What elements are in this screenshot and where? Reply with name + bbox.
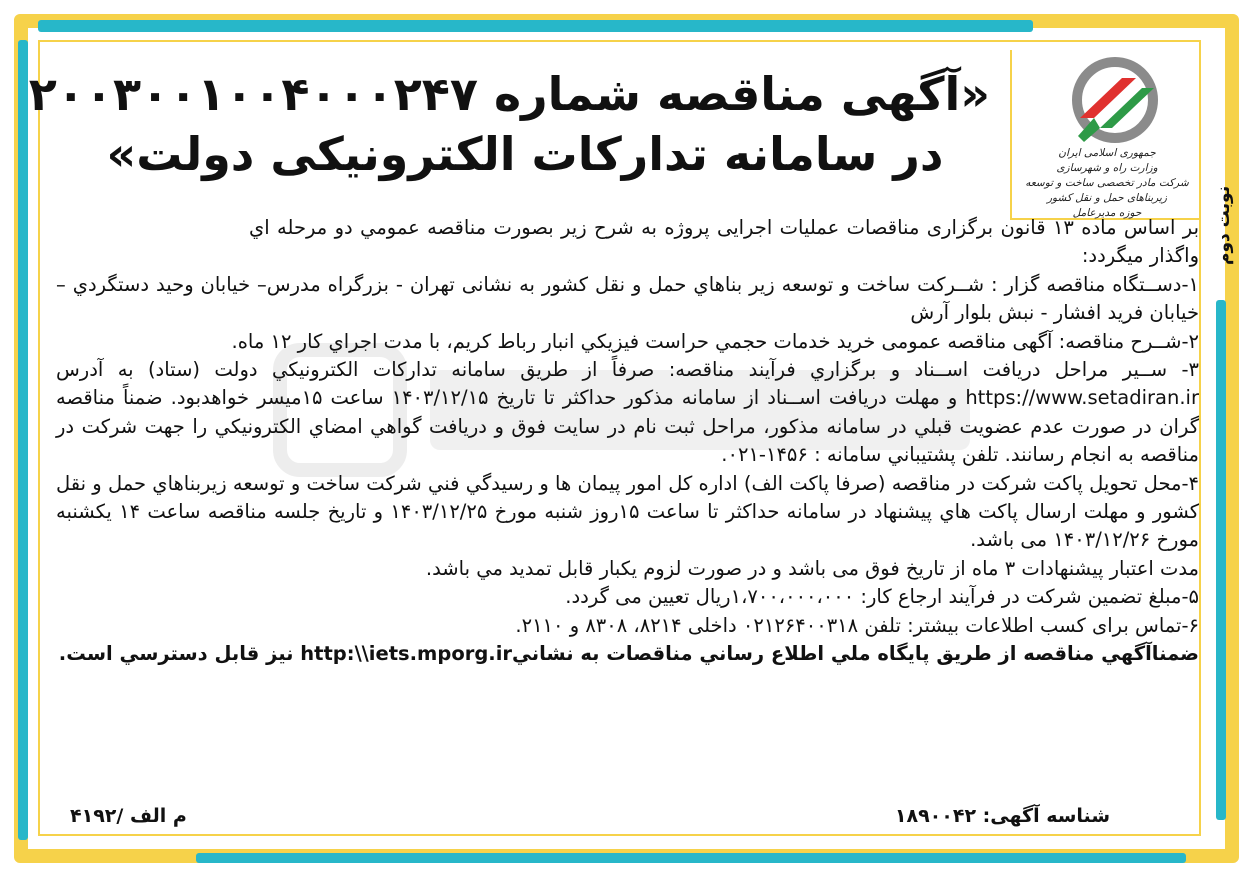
ministry-line: شرکت مادر تخصصی ساخت و توسعه زیربناهای حمل و نقل کشور xyxy=(1025,177,1189,204)
notice-title xyxy=(28,64,990,184)
validity-paragraph: مدت اعتبار پيشنهادات ۳ ماه از تاريخ فوق مى باشد و در صورت لزوم يکبار قابل تمديد مي باشد. xyxy=(425,556,1199,580)
ministry-logo-block xyxy=(1010,50,1200,220)
closing-paragraph: ضمناآگهي مناقصه از طريق پايگاه ملي اطلاع رساني مناقصات به نشانيhttp:\\iets.mporg.ir نيز قابل دسترسي است. xyxy=(58,642,1199,666)
road-ministry-logo-icon xyxy=(1070,56,1160,144)
item-2-description: ۲-شــرح مناقصه: آگهی مناقصه عمومی خريد خدمات حجمي حراست فيزيکي انبار رباط کريم، با مدت اجراي کار ۱۲ ماه. xyxy=(231,329,1199,353)
item-6-contact: ۶-تماس برای کسب اطلاعات بيشتر: تلفن ۰۲۱۲۶۴۰۰۳۱۸ داخلی ۸۲۱۴، ۸۳۰۸ و ۲۱۱۰. xyxy=(515,613,1199,637)
item-5-guarantee: ۵-مبلغ تضمين شرکت در فرآيند ارجاع کار: ۱،۷۰۰،۰۰۰،۰۰۰ريال تعيين می گردد. xyxy=(565,585,1199,609)
left-accent-bar xyxy=(18,40,28,840)
item-4-delivery: ۴-محل تحويل پاکت شرکت در مناقصه (صرفا پاکت الف) اداره کل امور پيمان ها و رسيدگي فني شرکت ساخت و توسعه زيربناهاي حمل و نقل کشور و مهلت ارسال پاکت هاي پيشنهاد در سامانه حداکثر تا ساعت ۱۵روز شنبه مورخ ۱۴۰۳/۱۲/۲۵ و تاريخ جلسه مناقصه ساعت ۱۴ يکشنبه مورخ ۱۴۰۳/۱۲/۲۶ مى باشد. xyxy=(56,471,1200,552)
item-3-process: ۳- ســير مراحل دريافت اســناد و برگزاري فرآيند مناقصه: صرفاً از طريق سامانه تدارکات الکترونيکي دولت (ستاد) به آدرس https://www.setadiran.ir و مهلت دريافت اســناد از سامانه مذکور حداکثر تا تاريخ ۱۴۰۳/۱۲/۱۵ ساعت ۱۵ميسر خواهدبود. ضمناً مناقصه گران در صورت عدم عضويت قبلي در سامانه مذکور، مراحل ثبت نام در سايت فوق و دريافت گواهي امضاي الکترونيکي را جهت شرکت در مناقصه به انجام رسانند. تلفن پشتيباني سامانه : ۱۴۵۶-۰۲۱. xyxy=(56,358,1199,467)
ministry-line: جمهوری اسلامی ایران xyxy=(1058,147,1156,159)
top-accent-bar xyxy=(38,20,1033,32)
right-accent-bar xyxy=(1216,300,1226,820)
bottom-accent-bar xyxy=(196,853,1186,863)
ministry-line: حوزه مدیرعامل xyxy=(1072,207,1142,219)
title-line-1: «آگهی مناقصه شماره ۲۰۰۳۰۰۱۰۰۴۰۰۰۲۴۷ xyxy=(28,67,990,121)
intro-paragraph: بر اساس ماده ۱۳ قانون برگزاری مناقصات عمليات اجرايی پروژه به شرح زير بصورت مناقصه عمومي دو مرحله اي واگذار ميگردد: xyxy=(249,216,1199,268)
round-label: نوبت دوم xyxy=(1214,185,1234,265)
ministry-line: وزارت راه و شهرسازی xyxy=(1056,162,1158,174)
ministry-caption xyxy=(1018,146,1196,221)
ad-code: م الف /۴۱۹۲ xyxy=(70,805,187,827)
notice-body xyxy=(56,214,1199,669)
title-line-2: در سامانه تدارکات الکترونیکی دولت» xyxy=(106,127,944,181)
ad-id: شناسه آگهی: ۱۸۹۰۰۴۲ xyxy=(894,805,1110,827)
item-1-organizer: ۱-دســتگاه مناقصه گزار : شــرکت ساخت و توسعه زير بناهاي حمل و نقل کشور به نشانی تهران - بزرگراه مدرس– خيابان وحيد دستگردي – خيابان فريد افشار - نبش بلوار آرش xyxy=(56,272,1199,325)
